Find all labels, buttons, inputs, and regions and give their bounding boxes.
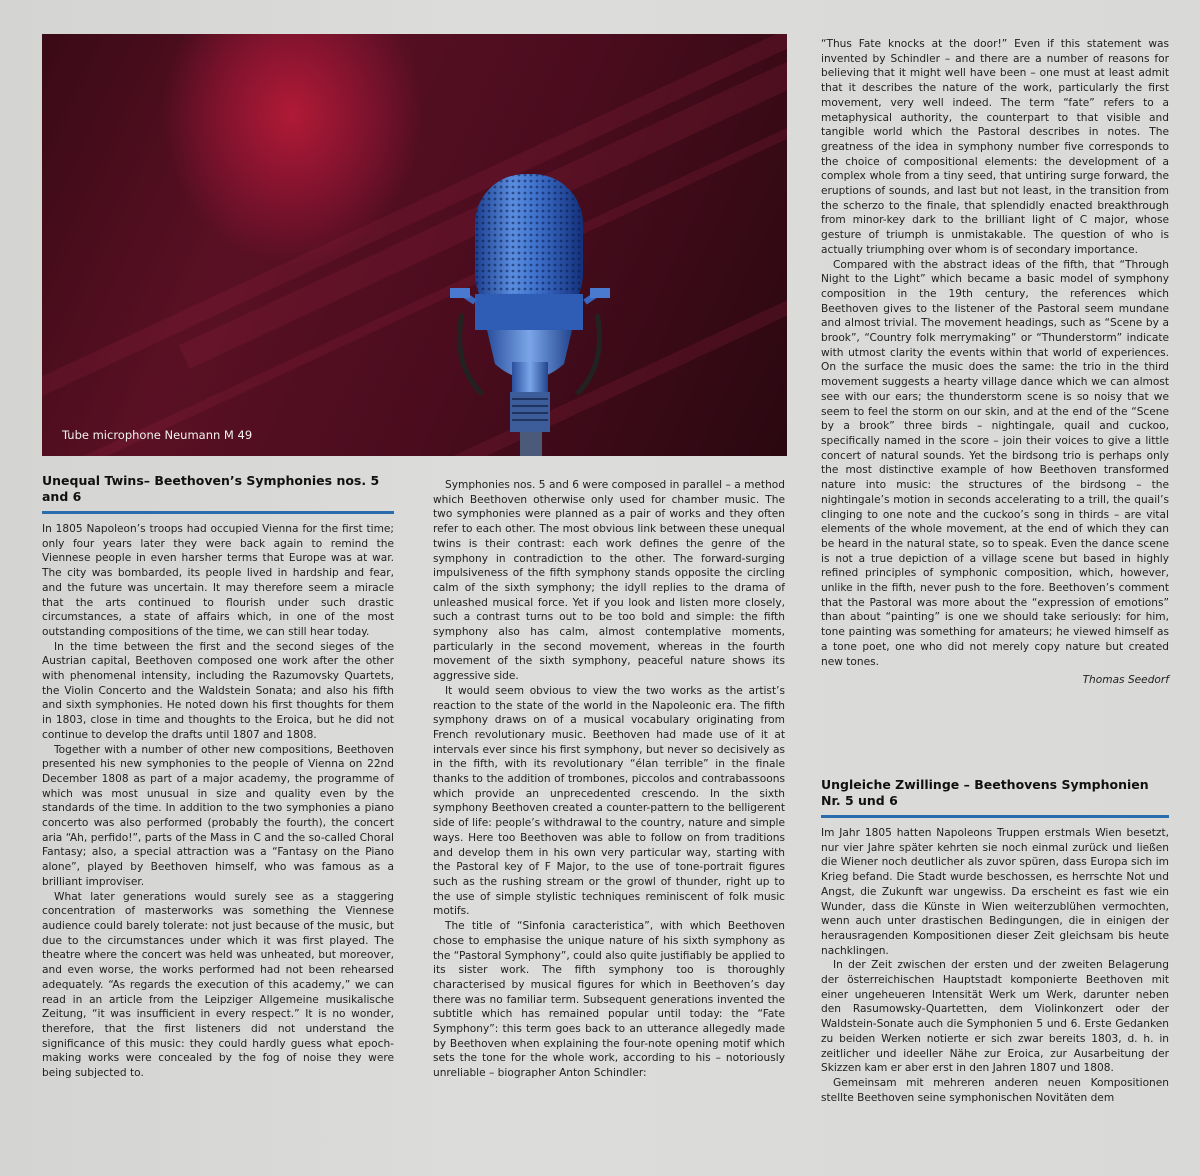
paragraph: What later generations would surely see as a staggering concentration of masterworks was something the Viennese audience could barely tolerate: not just because of the music, but due to the circumstances under which it was first played. The theatre where the concert was held was unheated, but moreover, and even worse, the works performed had not been rehearsed adequately. “As regards the execution of this academy,” we can read in an article from the Leipziger Allgemeine musikalische Zeitung, “it was insufficient in every respect.” It is no wonder, therefore, that the first listeners did not understand the significance of this music: they could hardly guess what epoch-making works were concealed by the fog of noise they were being subjected to.	[42, 890, 394, 1080]
paragraph: Compared with the abstract ideas of the fifth, that “Through Night to the Light” which became a basic model of symphony composition in the 19th century, the references which Beethoven gives to the listener of the Pastoral seem mundane and almost trivial. The movement headings, such as “Scene by a brook”, “Country folk merrymaking” or “Thunderstorm” indicate with utmost clarity the events within that world of experiences. On the surface the music does the same: the trio in the third movement suggests a hearty village dance which we can almost see with our ears; the thunderstorm scene is so noisy that we seem to feel the storm on our skin, and at the end of the “Scene by a brook” three birds – nightingale, quail and cuckoo, specifically named in the score – join their voices to give a little concert of natural sounds. Yet the birdsong trio is perhaps only the most distinctive example of how Beethoven transformed nature into music: the structures of the birdsong – the nightingale’s motion in seconds accelerating to a trill, the quail’s clinging to one note and the cuckoo’s song in thirds – are vital elements of the whole movement, at the end of which they can be heard in the natural state, so to speak. Even the dance scene is not a true depiction of a village scene but based in highly refined principles of symphonic composition, which, however, unlike in the fifth, never push to the fore. Beethoven’s comment that the Pastoral was more about the “expression of emotions” than about “painting” is one we should take seriously: for him, tone painting was something for amateurs; he viewed himself as a tone poet, one who did not merely copy nature but created new tones.	[821, 258, 1169, 668]
paragraph: The title of “Sinfonia caracteristica”, with which Beethoven chose to emphasise the unique nature of his sixth symphony as the “Pastoral Symphony”, could also quite justifiably be applied to its sister work. The fifth symphony too is thoroughly characterised by musical figures for which in Beethoven’s day there was no familiar term. Subsequent generations invented the subtitle which has remained popular until today: the “Fate Symphony”: this term goes back to an utterance allegedly made by Beethoven when explaining the four-note opening motif which sets the tone for the whole work, according to his – notoriously unreliable – biographer Anton Schindler:	[433, 920, 785, 1080]
article-heading: Unequal Twins– Beethoven’s Symphonies nos. 5 and 6	[42, 473, 394, 514]
column-english-right	[821, 37, 1169, 688]
column-german	[821, 777, 1169, 1105]
paragraph: It would seem obvious to view the two works as the artist’s reaction to the state of the world in the Napoleonic era. The fifth symphony draws on of a musical vocabulary originating from French revolutionary music. Beethoven had made use of it at intervals ever since his first symphony, but never so decisively as in the fifth, with its revolutionary “élan terrible” in the finale thanks to the addition of trombones, piccolos and contrabassoons which provide an unprecedented crescendo. In the sixth symphony Beethoven created a counter-pattern to the belligerent side of life: people’s withdrawal to the country, nature and simple ways. Here too Beethoven was able to follow on from traditions and develop them in his own very particular way, starting with the Pastoral key of F Major, to the use of tone-portrait figures such as the rushing stream or the growl of thunder, right up to the use of simple stylistic techniques reminiscent of folk music motifs.	[433, 684, 785, 918]
author-signature: Thomas Seedorf	[1082, 674, 1169, 687]
photo-caption: Tube microphone Neumann M 49	[62, 428, 253, 442]
paragraph: In the time between the first and the second sieges of the Austrian capital, Beethoven composed one work after the other with phenomenal intensity, including the Razumovsky Quartets, the Violin Concerto and the Waldstein Sonata; and also his fifth and sixth symphonies. He noted down his first thoughts for them in 1803, close in time and thoughts to the Eroica, but he did not continue to develop the drafts until 1807 and 1808.	[42, 640, 394, 741]
paragraph: “Thus Fate knocks at the door!” Even if this statement was invented by Schindler – and there are a number of reasons for believing that it might well have been – one must at least admit that it describes the nature of the work, particularly the first movement, very well indeed. The term “fate” refers to a metaphysical authority, the counterpart to that visible and tangible world which the Pastoral describes in notes. The greatness of the idea in symphony number five corresponds to the choice of compositional elements: the development of a complex whole from a tiny seed, that untiring surge forward, the eruptions of sounds, and last but not least, in the transition from the scherzo to the finale, that splendidly enacted breakthrough from minor-key dark to the brilliant light of C major, whose gesture of triumph is unmistakable. The question of who is actually triumphing over whom is of secondary importance.	[821, 38, 1169, 256]
paragraph: Symphonies nos. 5 and 6 were composed in parallel – a method which Beethoven otherwise only used for chamber music. The two symphonies were planned as a pair of works and they often refer to each other. The most obvious link between these unequal twins is their contrast: each work defines the genre of the symphony in contradiction to the other. The forward-surging impulsiveness of the fifth symphony stands opposite the circling calm of the sixth symphony; the idyll replies to the drama of unleashed musical force. Yet if you look and listen more closely, such a contrast turns out to be too bold and simple: the fifth symphony also has calm, almost contemplative moments, particularly in the second movement, whereas in the fourth movement of the sixth symphony, peaceful nature shows its aggressive side.	[433, 479, 785, 683]
microphone-photo	[42, 34, 787, 456]
microphone-icon	[42, 34, 787, 456]
paragraph: Together with a number of other new compositions, Beethoven presented his new symphonies to the people of Vienna on 22nd December 1808 as part of a major academy, the programme of which was most unusual in size and quality even by the standards of the time. In addition to the two symphonies a piano concerto was also performed (probably the fourth), the concert aria “Ah, perfido!”, parts of the Mass in C and the so-called Choral Fantasy; also, a special attraction was a “Fantasy on the Piano alone”, played by Beethoven himself, who was famous as a brilliant improviser.	[42, 743, 394, 888]
column-english-middle	[433, 478, 785, 1081]
paragraph: Gemeinsam mit mehreren anderen neuen Kompositionen stellte Beethoven seine symphonischen Novitäten dem	[821, 1076, 1169, 1104]
paragraph: In 1805 Napoleon’s troops had occupied Vienna for the first time; only four years later they were back again to remind the Viennese people in even harsher terms that Europe was at war. The city was bombarded, its people lived in hardship and fear, and the future was uncertain. It may therefore seem a miracle that the arts continued to flourish under such drastic circumstances, a state of affairs which, in one of the most outstanding compositions of the time, we can still hear today.	[42, 523, 394, 638]
paragraph: In der Zeit zwischen der ersten und der zweiten Belagerung der österreichischen Hauptstadt komponierte Beethoven mit einer ungeheueren Intensität Werk um Werk, darunter neben den Rasumowsky-Quartetten, dem Violinkonzert oder der Waldstein-Sonate auch die Symphonien 5 und 6. Erste Gedanken zu beiden Werken notierte er sich zwar bereits 1803, d. h. in zeitlicher und ideeller Nähe zur Eroica, zur Ausarbeitung der Skizzen kam er aber erst in den Jahren 1807 und 1808.	[821, 959, 1169, 1075]
column-english-left	[42, 473, 394, 1081]
article-heading-german: Ungleiche Zwillinge – Beethovens Symphonien Nr. 5 und 6	[821, 777, 1169, 818]
paragraph: Im Jahr 1805 hatten Napoleons Truppen erstmals Wien besetzt, nur vier Jahre später kehrten sie noch einmal zurück und ließen die Wiener noch deutlicher als zuvor spüren, dass Europa sich im Krieg befand. Die Stadt wurde beschossen, es herrschte Not und Angst, die Zukunft war ungewiss. Da erscheint es fast wie ein Wunder, dass die Künste in Wien weiterzublühen vermochten, wenn auch unter drastischen Bedingungen, die in einigen der herausragenden Kompositionen dieser Zeit gleichsam bis heute nachklingen.	[821, 827, 1169, 957]
